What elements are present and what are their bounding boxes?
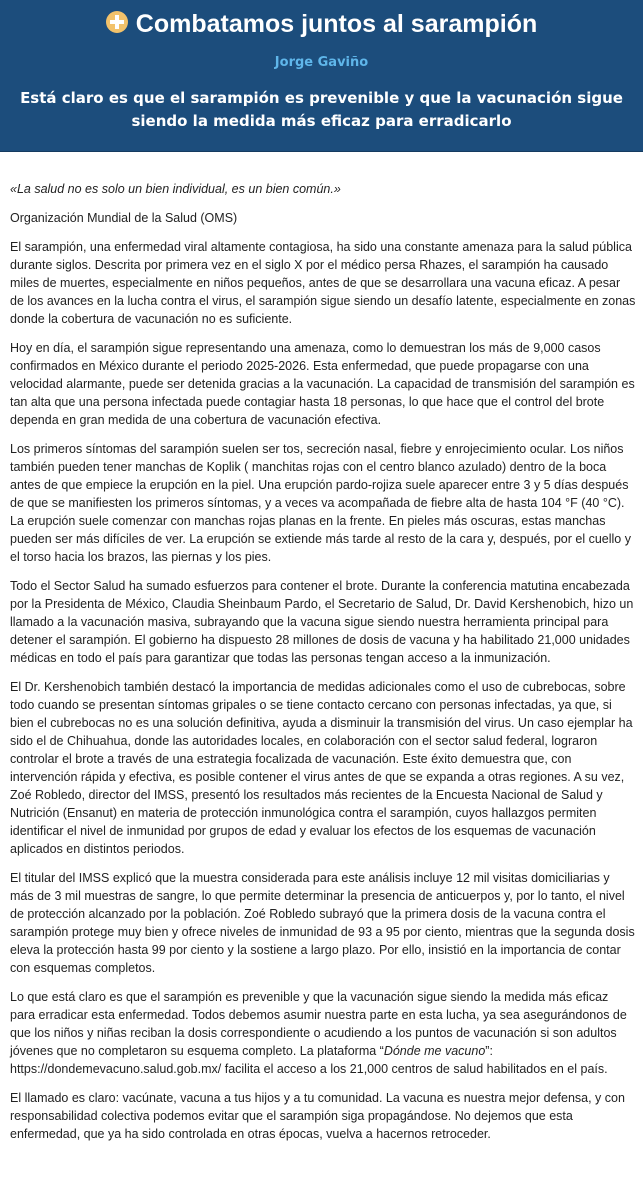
platform-name: Dónde me vacuno [383,1044,486,1058]
article-paragraph: Hoy en día, el sarampión sigue representando una amenaza, como lo demuestran los más de 9,000 casos confirmados en México durante el periodo 2025-2026. Esta enfermedad, que puede propagarse con una velocidad alarmante, puede ser detenida gracias a la vacunación. La capacidad de transmisión del sarampión es tan alta que una persona infectada puede contagiar hasta 18 personas, lo que hace que el control del brote dependa en gran medida de una cobertura de vacunación efectiva. [10,341,635,427]
vaccination-site-link[interactable]: https://dondemevacuno.salud.gob.mx/ [10,1062,222,1076]
article-paragraph: El sarampión, una enfermedad viral altamente contagiosa, ha sido una constante amenaza para la salud pública durante siglos. Descrita por primera vez en el siglo X por el médico persa Rhazes, el sarampión ha causado miles de muertes, especialmente en niños pequeños, antes de que se desarrollara una vacuna eficaz. A pesar de los avances en la lucha contra el virus, el sarampión sigue siendo un desafío latente, especialmente en zonas donde la cobertura de vacunación no es suficiente. [10,240,636,326]
closing-text-end: facilita el acceso a los 21,000 centros de salud habilitados en el país. [221,1062,608,1076]
article-paragraph: Todo el Sector Salud ha sumado esfuerzos para contener el brote. Durante la conferencia matutina encabezada por la Presidenta de México, Claudia Sheinbaum Pardo, el Secretario de Salud, Dr. David Kershenobich, hizo un llamado a la vacunación masiva, subrayando que la vacuna sigue siendo nuestra herramienta principal para detener el sarampión. El gobierno ha dispuesto 28 millones de dosis de vacuna y ha habilitado 21,000 unidades médicas en todo el país para garantizar que todas las personas tengan acceso a la inmunización. [10,579,634,665]
article-subtitle: Está claro es que el sarampión es prevenible y que la vacunación sigue siendo la medida más eficaz para erradicarlo [20,89,623,130]
article-body [10,180,636,1154]
title-row [0,10,643,39]
closing-paragraph [10,988,636,1078]
page-title: Combatamos juntos al sarampión [135,10,538,38]
article-paragraph: El titular del IMSS explicó que la muestra considerada para este análisis incluye 12 mil visitas domiciliarias y más de 3 mil muestras de sangre, lo que permite determinar la presencia de anticuerpos y, por lo tanto, el nivel de protección alcanzado por la población. Zoé Robledo subrayó que la primera dosis de la vacuna contra el sarampión protege muy bien y ofrece niveles de inmunidad de 93 a 95 por ciento, mientras que la segunda dosis eleva la protección hasta 99 por ciento y la sostiene a largo plazo. Por ello, insistió en la importancia de contar con esquemas completos. [10,871,635,975]
final-paragraph: El llamado es claro: vacúnate, vacuna a tus hijos y a tu comunidad. La vacuna es nuestra mejor defensa, y con responsabilidad colectiva podemos evitar que el sarampión siga propagándose. No dejemos que esta enfermedad, que ya ha sido controlada en otras épocas, vuelva a hacernos retroceder. [10,1091,625,1141]
quote-source: Organización Mundial de la Salud (OMS) [10,211,238,225]
article-paragraph: El Dr. Kershenobich también destacó la importancia de medidas adicionales como el uso de cubrebocas, sobre todo cuando se presentan síntomas gripales o se tiene contacto cercano con personas infectadas, ya que, si bien el cubrebocas no es una solución definitiva, ayuda a disminuir la transmisión del virus. Un caso ejemplar ha sido el de Chihuahua, donde las autoridades locales, en colaboración con el sector salud federal, lograron controlar el brote a través de una estrategia focalizada de vacunación. Este éxito demuestra que, con intervención rápida y efectiva, es posible contener el virus antes de que se expanda a otras regiones. A su vez, Zoé Robledo, director del IMSS, presentó los resultados más recientes de la Encuesta Nacional de Salud y Nutrición (Ensanut) en materia de protección inmunológica contra el sarampión, cuyos hallazgos permiten identificar el nivel de inmunidad por grupos de edad y evaluar los efectos de los esquemas de vacunación aplicados en distintos periodos. [10,680,633,856]
medical-cross-icon [106,11,128,33]
closing-text: Lo que está claro es que el sarampión es prevenible y que la vacunación sigue siendo la medida más eficaz para erradicar esta enfermedad. Todos debemos asumir nuestra parte en esta lucha, ya sea asegurándonos de que los niños y niñas reciban la dosis correspondiente o acudiendo a los puntos de vacunación si son adultos jóvenes que no completaron su esquema completo. La plataforma “ [10,990,627,1058]
author-name: Jorge Gaviño [274,55,369,70]
article-paragraph: Los primeros síntomas del sarampión suelen ser tos, secreción nasal, fiebre y enrojecimiento ocular. Los niños también pueden tener manchas de Koplik ( manchitas rojas con el centro blanco azulado) dentro de la boca antes de que empiece la erupción en la piel. Una erupción pardo-rojiza suele aparecer entre 3 y 5 días después de que se manifiesten los primeros síntomas, y a veces va acompañada de fiebre alta de hasta 104 °F (40 °C). La erupción suele comenzar con manchas rojas planas en la frente. En pieles más oscuras, estas manchas pueden ser más difíciles de ver. La erupción se extiende más tarde al resto de la cara y, después, por el cuello y el torso hacia los brazos, las piernas y los pies. [10,442,631,564]
closing-punct: ”: [485,1044,493,1058]
epigraph-quote: «La salud no es solo un bien individual, es un bien común.» [10,182,341,196]
article-header [0,0,643,152]
